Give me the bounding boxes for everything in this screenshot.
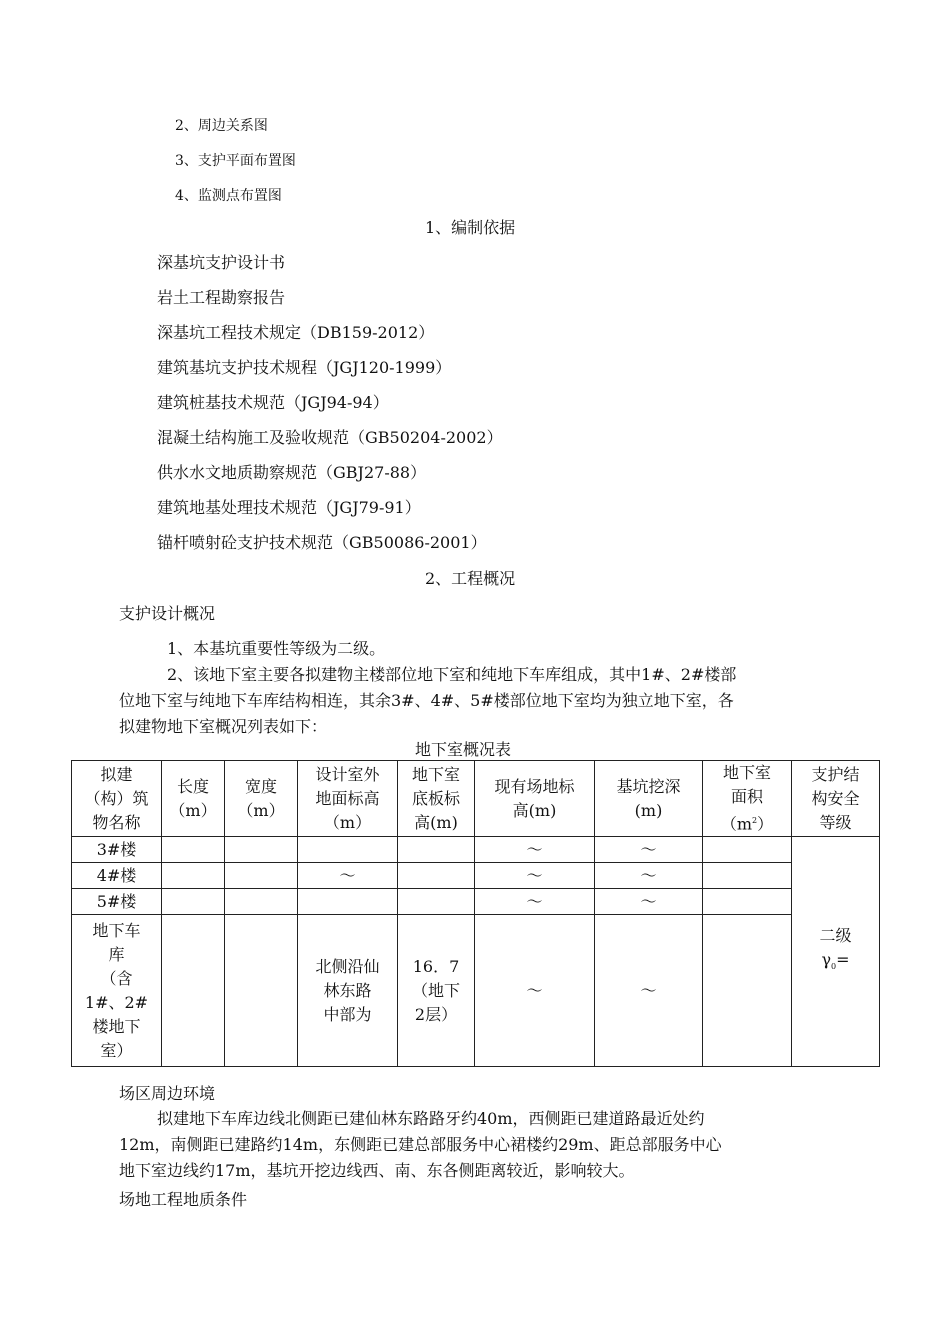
table-title: 地下室概况表 (415, 740, 512, 759)
basement-table (71, 760, 880, 1067)
section-title: 2、工程概况 (425, 569, 516, 588)
subheading: 场地工程地质条件 (119, 1190, 248, 1209)
reference-item: 混凝土结构施工及验收规范（GB50204-2002） (157, 428, 503, 447)
paragraph-line: 拟建地下车库边线北侧距已建仙林东路路牙约40m，西侧距已建道路最近处约 (157, 1109, 705, 1128)
paragraph-line: 拟建物地下室概况列表如下： (119, 717, 328, 736)
table-row: 地下车 库 （含 1#、2# 楼地下 室） 北侧沿仙 林东路 中部为 16．7 （地下 2层） ～ ～ (72, 915, 880, 1067)
header-cell: 宽度 （m） (225, 761, 298, 837)
toc-item: 4、监测点布置图 (175, 188, 282, 204)
table-header-row (72, 761, 880, 837)
table-row: 3#楼 ～ ～ 二级 $\gamma_0=$ (72, 837, 880, 863)
subheading: 支护设计概况 (119, 604, 216, 623)
section-title: 1、编制依据 (425, 218, 516, 237)
header-cell: 长度 （m） (162, 761, 225, 837)
reference-item: 岩土工程勘察报告 (157, 288, 286, 307)
paragraph-line: 2、该地下室主要各拟建物主楼部位地下室和纯地下车库组成，其中1#、2#楼部 (167, 665, 737, 684)
toc-item: 2、周边关系图 (175, 118, 268, 134)
paragraph: 1、本基坑重要性等级为二级。 (167, 639, 386, 658)
header-cell: 基坑挖深 (m) (595, 761, 703, 837)
table-row: 4#楼 ～ ～ ～ (72, 863, 880, 889)
header-cell: 支护结 构安全 等级 (792, 761, 880, 837)
toc-item: 3、支护平面布置图 (175, 153, 296, 169)
header-cell: 地下室 面积 $(m^2)$ (703, 761, 792, 837)
reference-item: 建筑基坑支护技术规程（JGJ120-1999） (157, 358, 452, 377)
safety-grade-cell: 二级 $\gamma_0=$ (792, 837, 880, 1067)
paragraph-line: 12m，南侧距已建路约14m，东侧距已建总部服务中心裙楼约29m、距总部服务中心 (119, 1135, 722, 1154)
reference-item: 深基坑工程技术规定（DB159-2012） (157, 323, 435, 342)
paragraph-line: 位地下室与纯地下车库结构相连，其余3#、4#、5#楼部位地下室均为独立地下室，各 (119, 691, 734, 710)
header-cell: 地下室 底板标 高(m) (398, 761, 475, 837)
reference-item: 建筑桩基技术规范（JGJ94-94） (157, 393, 389, 412)
header-cell: 拟建 （构）筑 物名称 (72, 761, 162, 837)
subheading: 场区周边环境 (119, 1084, 216, 1103)
reference-item: 深基坑支护设计书 (157, 253, 286, 272)
reference-item: 锚杆喷射砼支护技术规范（GB50086-2001） (157, 533, 487, 552)
header-cell: 现有场地标 高(m) (475, 761, 595, 837)
table-row: 5#楼 ～ ～ (72, 889, 880, 915)
reference-item: 建筑地基处理技术规范（JGJ79-91） (157, 498, 421, 517)
header-cell: 设计室外 地面标高 （m） (298, 761, 398, 837)
reference-item: 供水水文地质勘察规范（GBJ27-88） (157, 463, 427, 482)
paragraph-line: 地下室边线约17m，基坑开挖边线西、南、东各侧距离较近，影响较大。 (119, 1161, 635, 1180)
